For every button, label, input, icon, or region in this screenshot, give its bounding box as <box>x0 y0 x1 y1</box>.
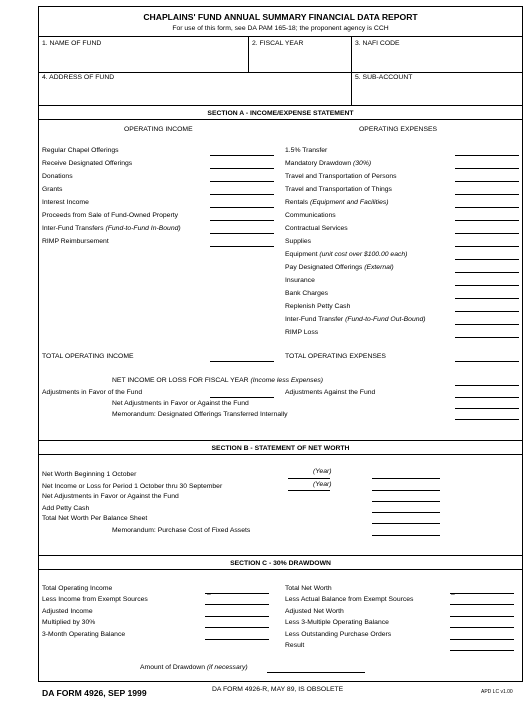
expense-item-text: Supplies <box>285 238 312 245</box>
income-item-text: Interest Income <box>42 199 89 206</box>
expense-item-text: RIMP Loss <box>285 329 319 336</box>
net-income-period-input[interactable] <box>372 490 440 491</box>
net-adjustments-b-label: Net Adjustments in Favor or Against the Fund <box>42 493 179 500</box>
left-minus-sign: – <box>207 591 211 598</box>
divider <box>38 569 523 570</box>
income-item-input[interactable] <box>210 181 274 182</box>
income-item-label <box>42 147 119 154</box>
income-item-input[interactable] <box>210 233 274 234</box>
expense-item-note: (unit cost over $100.00 each) <box>319 251 408 258</box>
version-label: APD LC v1.00 <box>481 689 513 695</box>
expense-item-input[interactable] <box>455 246 519 247</box>
adjustments-against-input[interactable] <box>455 397 519 398</box>
expense-item-text: Pay Designated Offerings <box>285 264 365 271</box>
drawdown-right-item-text: Result <box>285 642 305 649</box>
fiscal-year-field[interactable]: 2. FISCAL YEAR <box>252 40 304 47</box>
drawdown-right-item-text: Less 3-Multiple Operating Balance <box>285 619 389 627</box>
drawdown-left-item-text: Total Operating Income <box>42 585 113 592</box>
expense-item-input[interactable] <box>455 311 519 312</box>
divider <box>38 72 523 73</box>
amount-of-drawdown-input[interactable] <box>267 672 365 673</box>
drawdown-right-item-text: Less Actual Balance from Exempt Sources <box>285 596 414 604</box>
net-worth-beginning-label: Net Worth Beginning 1 October <box>42 471 137 478</box>
section-c-title: SECTION C - 30% DRAWDOWN <box>230 560 331 567</box>
drawdown-left-item-text: Adjusted Income <box>42 607 93 615</box>
income-item-text: Inter-Fund Transfers <box>42 225 106 232</box>
expense-item-label <box>285 160 371 167</box>
divider <box>38 440 523 441</box>
expense-item-label <box>285 329 318 336</box>
net-income-input[interactable] <box>455 385 519 386</box>
add-petty-cash-label: Add Petty Cash <box>42 505 90 512</box>
expense-item-text: Insurance <box>285 277 315 284</box>
divider <box>38 119 523 120</box>
expense-item-text: 1.5% Transfer <box>285 147 328 154</box>
expense-item-input[interactable] <box>455 155 519 156</box>
divider <box>351 36 352 105</box>
expense-item-note: (Fund-to-Fund Out-Bound) <box>345 316 426 323</box>
drawdown-left-item-label <box>42 619 95 626</box>
expense-item-text: Contractual Services <box>285 225 348 232</box>
drawdown-left-item-label <box>42 608 93 615</box>
drawdown-left-item-text: 3-Month Operating Balance <box>42 630 126 638</box>
expense-item-label <box>285 147 327 154</box>
drawdown-left-item-input[interactable] <box>205 593 269 594</box>
drawdown-right-item-label <box>285 585 332 592</box>
net-income-text: NET INCOME OR LOSS FOR FISCAL YEAR <box>112 377 251 384</box>
name-of-fund-field[interactable]: 1. NAME OF FUND <box>42 40 102 47</box>
expense-item-note: (External) <box>364 264 394 271</box>
drawdown-right-item-input[interactable] <box>450 604 514 605</box>
year-note-1: (Year) <box>313 468 332 475</box>
net-income-label <box>112 377 323 384</box>
income-item-input[interactable] <box>210 194 274 195</box>
drawdown-left-item-input[interactable] <box>205 627 269 628</box>
expense-item-input[interactable] <box>455 298 519 299</box>
net-income-note: (Income less Expenses) <box>250 377 324 384</box>
expense-item-input[interactable] <box>455 259 519 260</box>
amount-of-drawdown-text: Amount of Drawdown <box>140 664 207 671</box>
form-subtitle: For use of this form, see DA PAM 165-18; the proponent agency is CCH <box>172 25 389 32</box>
income-item-input[interactable] <box>210 207 274 208</box>
total-operating-expenses-label: TOTAL OPERATING EXPENSES <box>285 353 386 360</box>
divider <box>38 454 523 455</box>
right-minus-sign: – <box>451 591 455 598</box>
income-item-text: Grants <box>42 186 63 193</box>
year-note-2: (Year) <box>313 481 332 488</box>
net-adjustments-input[interactable] <box>455 408 519 409</box>
total-net-worth-input[interactable] <box>372 523 440 524</box>
net-adjustments-label: Net Adjustments in Favor or Against the Fund <box>112 400 249 407</box>
income-item-label <box>42 225 181 232</box>
drawdown-right-item-label <box>285 619 389 626</box>
drawdown-right-item-text: Adjusted Net Worth <box>285 607 344 615</box>
expense-item-label <box>285 316 426 323</box>
adjustments-against-label: Adjustments Against the Fund <box>285 389 376 396</box>
expense-item-text: Travel and Transportation of Things <box>285 186 392 193</box>
expense-item-input[interactable] <box>455 181 519 182</box>
memorandum-b-label: Memorandum: Purchase Cost of Fixed Assets <box>112 527 251 534</box>
net-income-period-label: Net Income or Loss for Period 1 October thru 30 September <box>42 483 223 490</box>
divider <box>38 555 523 556</box>
income-item-label <box>42 160 132 167</box>
income-item-label <box>42 238 109 245</box>
income-item-note: (Fund-to-Fund In-Bound) <box>105 225 181 232</box>
expense-item-text: Replenish Petty Cash <box>285 303 351 310</box>
divider <box>38 36 523 37</box>
expense-item-input[interactable] <box>455 194 519 195</box>
drawdown-right-item-label <box>285 642 304 649</box>
net-adjustments-b-input[interactable] <box>372 501 440 502</box>
drawdown-right-item-text: Less Outstanding Purchase Orders <box>285 630 392 638</box>
form-id: DA FORM 4926, SEP 1999 <box>42 688 147 698</box>
income-item-text: Proceeds from Sale of Fund-Owned Property <box>42 212 179 219</box>
income-item-text: RIMP Reimbursement <box>42 238 109 245</box>
total-net-worth-label: Total Net Worth Per Balance Sheet <box>42 515 148 522</box>
expense-item-label <box>285 238 311 245</box>
expense-item-input[interactable] <box>455 337 519 338</box>
drawdown-right-item-label <box>285 596 413 603</box>
memorandum-a-input[interactable] <box>455 419 519 420</box>
expense-item-text: Rentals <box>285 199 310 206</box>
income-item-input[interactable] <box>210 246 274 247</box>
net-income-year-input[interactable] <box>288 490 330 491</box>
net-worth-year-input[interactable] <box>288 478 330 479</box>
drawdown-right-item-input[interactable] <box>450 593 514 594</box>
income-item-label <box>42 186 62 193</box>
expense-item-input[interactable] <box>455 285 519 286</box>
memorandum-a-label: Memorandum: Designated Offerings Transferred Internally <box>112 411 288 418</box>
drawdown-right-item-input[interactable] <box>450 639 514 640</box>
drawdown-right-item-label <box>285 608 344 615</box>
income-item-text: Donations <box>42 173 73 180</box>
drawdown-left-item-label <box>42 585 112 592</box>
drawdown-right-item-input[interactable] <box>450 627 514 628</box>
amount-of-drawdown-note: (if necessary) <box>206 664 248 671</box>
drawdown-left-item-text: Less Income from Exempt Sources <box>42 596 148 604</box>
drawdown-left-item-text: Multiplied by 30% <box>42 619 96 627</box>
drawdown-right-item-input[interactable] <box>450 650 514 651</box>
expense-item-text: Mandatory Drawdown <box>285 160 353 167</box>
expense-item-label <box>285 251 407 258</box>
section-b-title: SECTION B - STATEMENT OF NET WORTH <box>211 445 350 452</box>
expense-item-input[interactable] <box>455 272 519 273</box>
expense-item-label <box>285 264 394 271</box>
expense-item-label <box>285 199 389 206</box>
drawdown-left-item-label <box>42 631 125 638</box>
sub-account-field[interactable]: 5. SUB-ACCOUNT <box>355 74 413 81</box>
adjustments-favor-label: Adjustments in Favor of the Fund <box>42 389 143 396</box>
expense-item-label <box>285 303 350 310</box>
expense-item-input[interactable] <box>455 324 519 325</box>
expense-item-text: Equipment <box>285 251 320 258</box>
nafi-code-field[interactable]: 3. NAFI CODE <box>355 40 400 47</box>
expense-item-input[interactable] <box>455 207 519 208</box>
expense-item-input[interactable] <box>455 233 519 234</box>
income-item-input[interactable] <box>210 155 274 156</box>
expense-item-input[interactable] <box>455 220 519 221</box>
income-item-label <box>42 173 73 180</box>
divider <box>38 105 523 106</box>
form-title: CHAPLAINS' FUND ANNUAL SUMMARY FINANCIAL DATA REPORT <box>143 12 418 22</box>
expense-item-label <box>285 212 336 219</box>
drawdown-right-item-label <box>285 631 391 638</box>
obsolete-notice: DA FORM 4926-R, MAY 89, IS OBSOLETE <box>212 686 344 693</box>
income-item-text: Regular Chapel Offerings <box>42 147 119 154</box>
expense-item-label <box>285 290 328 297</box>
drawdown-right-item-text: Total Net Worth <box>285 585 332 592</box>
divider <box>248 36 249 72</box>
operating-income-header: OPERATING INCOME <box>124 126 193 133</box>
total-operating-expenses-input[interactable] <box>455 361 519 362</box>
drawdown-left-item-label <box>42 596 148 603</box>
income-item-label <box>42 199 89 206</box>
income-item-input[interactable] <box>210 220 274 221</box>
income-item-label <box>42 212 178 219</box>
income-item-input[interactable] <box>210 168 274 169</box>
expense-item-label <box>285 186 392 193</box>
expense-item-text: Communications <box>285 212 336 219</box>
drawdown-right-item-input[interactable] <box>450 616 514 617</box>
expense-item-note: (Equipment and Facilities) <box>309 199 389 206</box>
section-a-title: SECTION A - INCOME/EXPENSE STATEMENT <box>207 110 354 117</box>
expense-item-text: Inter-Fund Transfer <box>285 316 346 323</box>
total-operating-income-label: TOTAL OPERATING INCOME <box>42 353 134 360</box>
add-petty-cash-input[interactable] <box>372 512 440 513</box>
expense-item-label <box>285 277 315 284</box>
expense-item-text: Travel and Transportation of Persons <box>285 173 397 180</box>
address-of-fund-field[interactable]: 4. ADDRESS OF FUND <box>42 74 115 81</box>
expense-item-note: (30%) <box>353 160 372 167</box>
expense-item-label <box>285 173 397 180</box>
net-worth-beginning-input[interactable] <box>372 478 440 479</box>
adjustments-favor-input[interactable] <box>210 397 274 398</box>
drawdown-left-item-input[interactable] <box>205 616 269 617</box>
operating-expenses-header: OPERATING EXPENSES <box>359 126 438 133</box>
expense-item-input[interactable] <box>455 168 519 169</box>
income-item-text: Receive Designated Offerings <box>42 160 133 167</box>
memorandum-b-input[interactable] <box>372 535 440 536</box>
expense-item-text: Bank Charges <box>285 290 329 297</box>
expense-item-label <box>285 225 348 232</box>
amount-of-drawdown-label <box>140 664 248 671</box>
drawdown-left-item-input[interactable] <box>205 604 269 605</box>
drawdown-left-item-input[interactable] <box>205 639 269 640</box>
total-operating-income-input[interactable] <box>210 361 274 362</box>
form-frame <box>38 6 523 682</box>
